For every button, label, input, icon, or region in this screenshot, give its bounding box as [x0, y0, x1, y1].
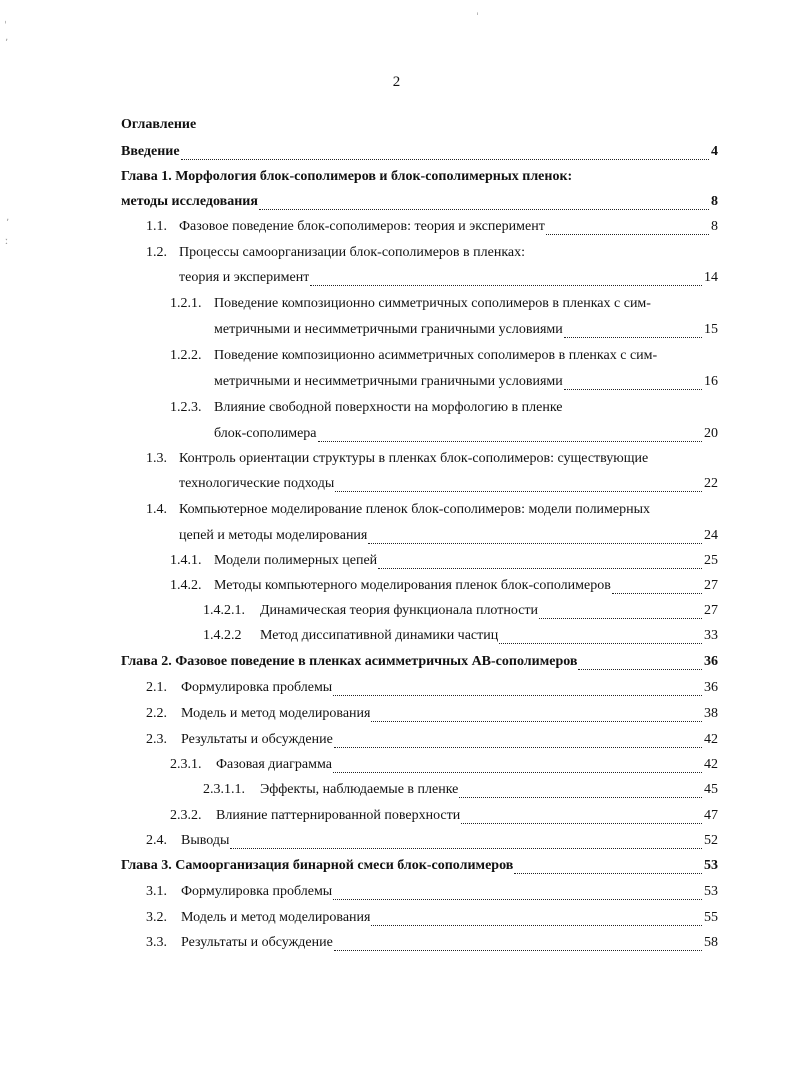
toc-entry-number: 2.3.2. [170, 808, 202, 823]
toc-entry-page: 15 [704, 322, 718, 337]
page-number: 2 [392, 74, 401, 90]
toc-entry-1-3-line1[interactable] [146, 451, 648, 467]
toc-entry-title: Фазовая диаграмма [216, 757, 332, 772]
leader-dots [333, 695, 702, 696]
leader-dots [333, 899, 702, 900]
toc-entry-title: Динамическая теория функционала плотности [260, 603, 539, 618]
toc-entry-page: 36 [704, 680, 718, 695]
toc-entry-number: 3.2. [146, 910, 167, 925]
toc-entry-number: 2.4. [146, 833, 167, 848]
toc-entry-1-4[interactable] [179, 528, 718, 548]
toc-entry-page: 20 [704, 426, 718, 441]
toc-entry-number: 2.3. [146, 732, 167, 747]
leader-dots [334, 950, 702, 951]
toc-entry-1-2-3[interactable] [214, 426, 718, 446]
toc-entry-1-4-2-1[interactable] [203, 603, 718, 623]
toc-entry-1-1[interactable] [146, 219, 718, 239]
leader-dots [334, 747, 702, 748]
toc-heading: Оглавление [121, 117, 197, 132]
toc-entry-title: Поведение композиционно симметричных сополимеров в пленках с сим- [214, 296, 651, 311]
toc-entry-2-2[interactable] [146, 706, 718, 726]
leader-dots [514, 873, 702, 874]
leader-dots [181, 159, 709, 160]
toc-entry-number: 1.4.2.2 [203, 628, 242, 643]
toc-entry-1-2-1-line1[interactable] [170, 296, 651, 312]
leader-dots [461, 823, 702, 824]
toc-entry-number: 2.3.1. [170, 757, 202, 772]
toc-entry-title: Выводы [181, 833, 230, 848]
toc-entry-number: 3.3. [146, 935, 167, 950]
toc-entry-page: 47 [704, 808, 718, 823]
toc-entry-page: 33 [704, 628, 718, 643]
toc-entry-1-4-2[interactable] [170, 578, 718, 598]
toc-entry-chapter1-line1[interactable]: Глава 1. Морфология блок-сополимеров и блок-сополимерных пленок: [121, 169, 573, 184]
toc-entry-chapter3[interactable] [121, 858, 718, 878]
toc-entry-page: 42 [704, 757, 718, 772]
toc-entry-title: Поведение композиционно асимметричных сополимеров в пленках с сим- [214, 348, 658, 363]
toc-entry-number: 1.4. [146, 502, 167, 517]
toc-entry-3-1[interactable] [146, 884, 718, 904]
toc-entry-title: Результаты и обсуждение [181, 732, 333, 747]
toc-entry-title: блок-сополимера [214, 426, 317, 441]
toc-entry-page: 22 [704, 476, 718, 491]
leader-dots [612, 593, 702, 594]
toc-entry-number: 1.4.2.1. [203, 603, 245, 618]
toc-entry-title: Модели полимерных цепей [214, 553, 378, 568]
toc-entry-title: Эффекты, наблюдаемые в пленке [260, 782, 459, 797]
toc-entry-page: 27 [704, 578, 718, 593]
leader-dots [333, 772, 702, 773]
toc-entry-2-3-2[interactable] [170, 808, 718, 828]
leader-dots [578, 669, 702, 670]
toc-entry-number: 1.4.2. [170, 578, 202, 593]
toc-entry-2-1[interactable] [146, 680, 718, 700]
toc-entry-title: теория и эксперимент [179, 270, 310, 285]
toc-entry-title: Контроль ориентации структуры в пленках блок-сополимеров: существующие [179, 451, 649, 466]
toc-entry-title: Формулировка проблемы [181, 884, 333, 899]
leader-dots [539, 618, 702, 619]
toc-entry-number: 1.2.2. [170, 348, 202, 363]
toc-entry-2-3-1[interactable] [170, 757, 718, 777]
toc-entry-1-2-2-line1[interactable] [170, 348, 657, 364]
toc-entry-page: 38 [704, 706, 718, 721]
toc-entry-title: технологические подходы [179, 476, 335, 491]
toc-entry-chapter2[interactable] [121, 654, 718, 674]
toc-entry-1-2-line1[interactable] [146, 245, 525, 261]
toc-entry-number: 1.1. [146, 219, 167, 234]
toc-entry-chapter1[interactable] [121, 194, 718, 214]
toc-entry-2-3-1-1[interactable] [203, 782, 718, 802]
toc-entry-1-2-1[interactable] [214, 322, 718, 342]
toc-entry-title: Метод диссипативной динамики частиц [260, 628, 499, 643]
toc-entry-2-4[interactable] [146, 833, 718, 853]
toc-entry-1-3[interactable] [179, 476, 718, 496]
leader-dots [564, 337, 702, 338]
toc-entry-page: 53 [704, 884, 718, 899]
toc-entry-page: 55 [704, 910, 718, 925]
toc-entry-title: Влияние свободной поверхности на морфологию в пленке [214, 400, 563, 415]
leader-dots [371, 721, 702, 722]
toc-entry-title: Введение [121, 144, 180, 159]
leader-dots [310, 285, 702, 286]
toc-entry-page: 24 [704, 528, 718, 543]
toc-entry-number: 1.3. [146, 451, 167, 466]
leader-dots [259, 209, 709, 210]
scan-speck: ʼ [5, 38, 9, 49]
toc-entry-title: метричными и несимметричными граничными условиями [214, 374, 563, 389]
toc-entry-number: 2.1. [146, 680, 167, 695]
toc-entry-number: 1.2. [146, 245, 167, 260]
scan-speck: ˈ [476, 12, 479, 23]
leader-dots [546, 234, 709, 235]
toc-entry-1-4-2-2[interactable] [203, 628, 718, 648]
toc-entry-title: Результаты и обсуждение [181, 935, 333, 950]
toc-entry-page: 27 [704, 603, 718, 618]
toc-entry-1-4-line1[interactable] [146, 502, 650, 518]
leader-dots [564, 389, 702, 390]
toc-entry-title: Формулировка проблемы [181, 680, 333, 695]
toc-entry-3-3[interactable] [146, 935, 718, 955]
toc-entry-number: 1.4.1. [170, 553, 202, 568]
toc-entry-page: 16 [704, 374, 718, 389]
leader-dots [335, 491, 702, 492]
scan-speck: ʼ [6, 218, 10, 229]
toc-entry-title: Компьютерное моделирование пленок блок-сополимеров: модели полимерных [179, 502, 651, 517]
leader-dots [318, 441, 702, 442]
toc-entry-number: 2.3.1.1. [203, 782, 245, 797]
leader-dots [499, 643, 702, 644]
toc-entry-page: 25 [704, 553, 718, 568]
toc-entry-3-2[interactable] [146, 910, 718, 930]
toc-entry-1-4-1[interactable] [170, 553, 718, 573]
toc-entry-1-2-3-line1[interactable] [170, 400, 563, 416]
toc-entry-page: 58 [704, 935, 718, 950]
toc-entry-page: 14 [704, 270, 718, 285]
leader-dots [368, 543, 702, 544]
leader-dots [378, 568, 702, 569]
toc-entry-title: методы исследования [121, 194, 258, 209]
toc-entry-title: Влияние паттернированной поверхности [216, 808, 461, 823]
toc-entry-number: 1.2.1. [170, 296, 202, 311]
toc-entry-2-3[interactable] [146, 732, 718, 752]
toc-entry-page: 53 [704, 858, 718, 873]
toc-entry-page: 36 [704, 654, 718, 669]
toc-entry-number: 2.2. [146, 706, 167, 721]
toc-entry-title: Модель и метод моделирования [181, 910, 371, 925]
toc-entry-page: 42 [704, 732, 718, 747]
toc-entry-page: 52 [704, 833, 718, 848]
toc-entry-1-2-2[interactable] [214, 374, 718, 394]
toc-entry-number: 1.2.3. [170, 400, 202, 415]
leader-dots [371, 925, 702, 926]
scan-speck: ˌ [4, 14, 7, 25]
toc-entry-title: Глава 3. Самоорганизация бинарной смеси блок-сополимеров [121, 858, 514, 873]
toc-entry-number: 3.1. [146, 884, 167, 899]
toc-entry-page: 45 [704, 782, 718, 797]
toc-entry-1-2[interactable] [179, 270, 718, 290]
toc-entry-title: Модель и метод моделирования [181, 706, 371, 721]
leader-dots [459, 797, 702, 798]
toc-entry-page: 8 [711, 219, 718, 234]
toc-entry-intro[interactable] [121, 144, 718, 164]
scan-speck: ː [5, 236, 9, 247]
toc-entry-page: 4 [711, 144, 718, 159]
toc-entry-title: Фазовое поведение блок-сополимеров: теория и эксперимент [179, 219, 545, 234]
toc-entry-title: цепей и методы моделирования [179, 528, 368, 543]
toc-entry-title: Процессы самоорганизации блок-сополимеров в пленках: [179, 245, 526, 260]
toc-entry-title: Методы компьютерного моделирования пленок блок-сополимеров [214, 578, 611, 593]
toc-entry-title: Глава 2. Фазовое поведение в пленках асимметричных АВ-сополимеров [121, 654, 578, 669]
leader-dots [230, 848, 702, 849]
toc-entry-page: 8 [711, 194, 718, 209]
toc-entry-title: метричными и несимметричными граничными условиями [214, 322, 563, 337]
